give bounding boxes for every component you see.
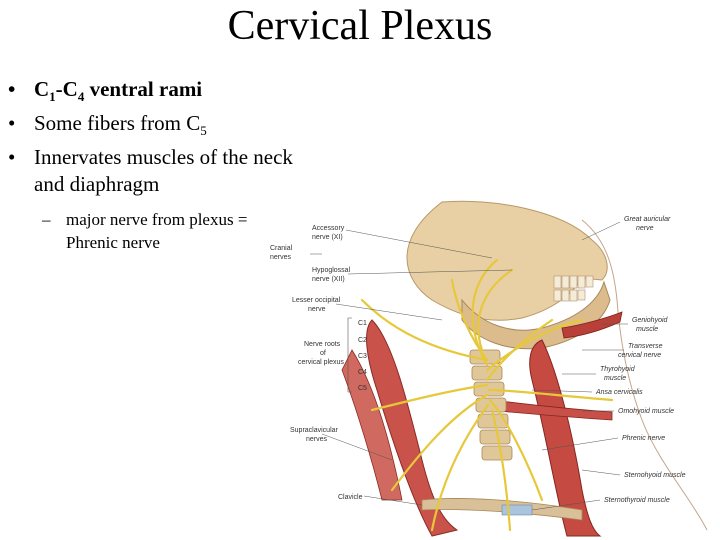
- label-nerve-roots-2: of: [320, 350, 326, 357]
- label-accessory-2: nerve (XI): [312, 234, 343, 241]
- label-lesser-occipital-1: Lesser occipital: [292, 297, 341, 304]
- bullet-text-ventral: ventral rami: [84, 77, 203, 101]
- label-ansa: Ansa cervicalis: [596, 389, 643, 396]
- bullet-dot: •: [8, 145, 16, 170]
- label-transverse-2: cervical nerve: [618, 352, 662, 359]
- label-nerve-roots-3: cervical plexus: [298, 359, 344, 366]
- label-nerve-roots-1: Nerve roots: [304, 341, 341, 348]
- label-thyrohyoid-1: Thyrohyoid: [600, 366, 635, 373]
- label-root-c5: C5: [358, 385, 367, 392]
- label-root-c3: C3: [358, 353, 367, 360]
- bullet-dot: •: [8, 77, 16, 101]
- label-hypoglossal-1: Hypoglossal: [312, 267, 351, 274]
- bullet-list: [8, 76, 308, 198]
- label-omohyoid: Omohyoid muscle: [618, 408, 675, 415]
- bullet-sub-1: 1: [49, 89, 56, 105]
- label-cranial-2: nerves: [270, 254, 292, 261]
- label-sternothyroid: Sternothyroid muscle: [604, 497, 670, 504]
- bullet-fibers-c5: [8, 110, 308, 144]
- trachea-ring: [502, 505, 532, 515]
- label-hypoglossal-2: nerve (XII): [312, 276, 345, 283]
- bullet-sub-5: 5: [200, 123, 207, 139]
- label-root-c2: C2: [358, 337, 367, 344]
- label-transverse-1: Transverse: [628, 343, 663, 350]
- sub-bullet-line2: Phrenic nerve: [66, 233, 160, 252]
- label-great-auricular-1: Great auricular: [624, 216, 671, 223]
- label-geniohyoid-1: Geniohyoid: [632, 317, 668, 324]
- label-cranial-1: Cranial: [270, 245, 293, 252]
- label-supraclavicular-1: Supraclavicular: [290, 427, 338, 434]
- sub-bullet-line1: major nerve from plexus =: [66, 210, 248, 229]
- label-supraclavicular-2: nerves: [306, 436, 328, 443]
- bullet-text-fibers: Some fibers from C: [34, 111, 201, 136]
- slide-title: Cervical Plexus: [227, 3, 493, 49]
- label-thyrohyoid-2: muscle: [604, 375, 627, 382]
- label-great-auricular-2: nerve: [636, 225, 654, 232]
- label-lesser-occipital-2: nerve: [308, 306, 326, 313]
- bullet-innervates: [8, 144, 308, 198]
- bullet-text-innervates: Innervates muscles of the neck and diaphragm: [34, 145, 293, 197]
- bullet-text-dash-c: -C: [55, 77, 78, 101]
- bullet-dot: •: [8, 111, 16, 136]
- bullet-text-c: C: [34, 77, 50, 101]
- skull-shape: [407, 201, 607, 320]
- cervical-plexus-illustration: [270, 200, 714, 536]
- sub-bullet-dash: –: [42, 210, 51, 229]
- label-accessory-1: Accessory: [312, 225, 345, 232]
- bullet-ventral-rami: [8, 76, 308, 110]
- label-root-c4: C4: [358, 369, 367, 376]
- label-sternohyoid: Sternohyoid muscle: [624, 472, 686, 479]
- label-phrenic: Phrenic nerve: [622, 435, 666, 442]
- label-geniohyoid-2: muscle: [636, 326, 659, 333]
- bullet-sub-4: 4: [77, 89, 85, 105]
- label-root-c1: C1: [358, 320, 367, 327]
- label-clavicle: Clavicle: [338, 494, 363, 501]
